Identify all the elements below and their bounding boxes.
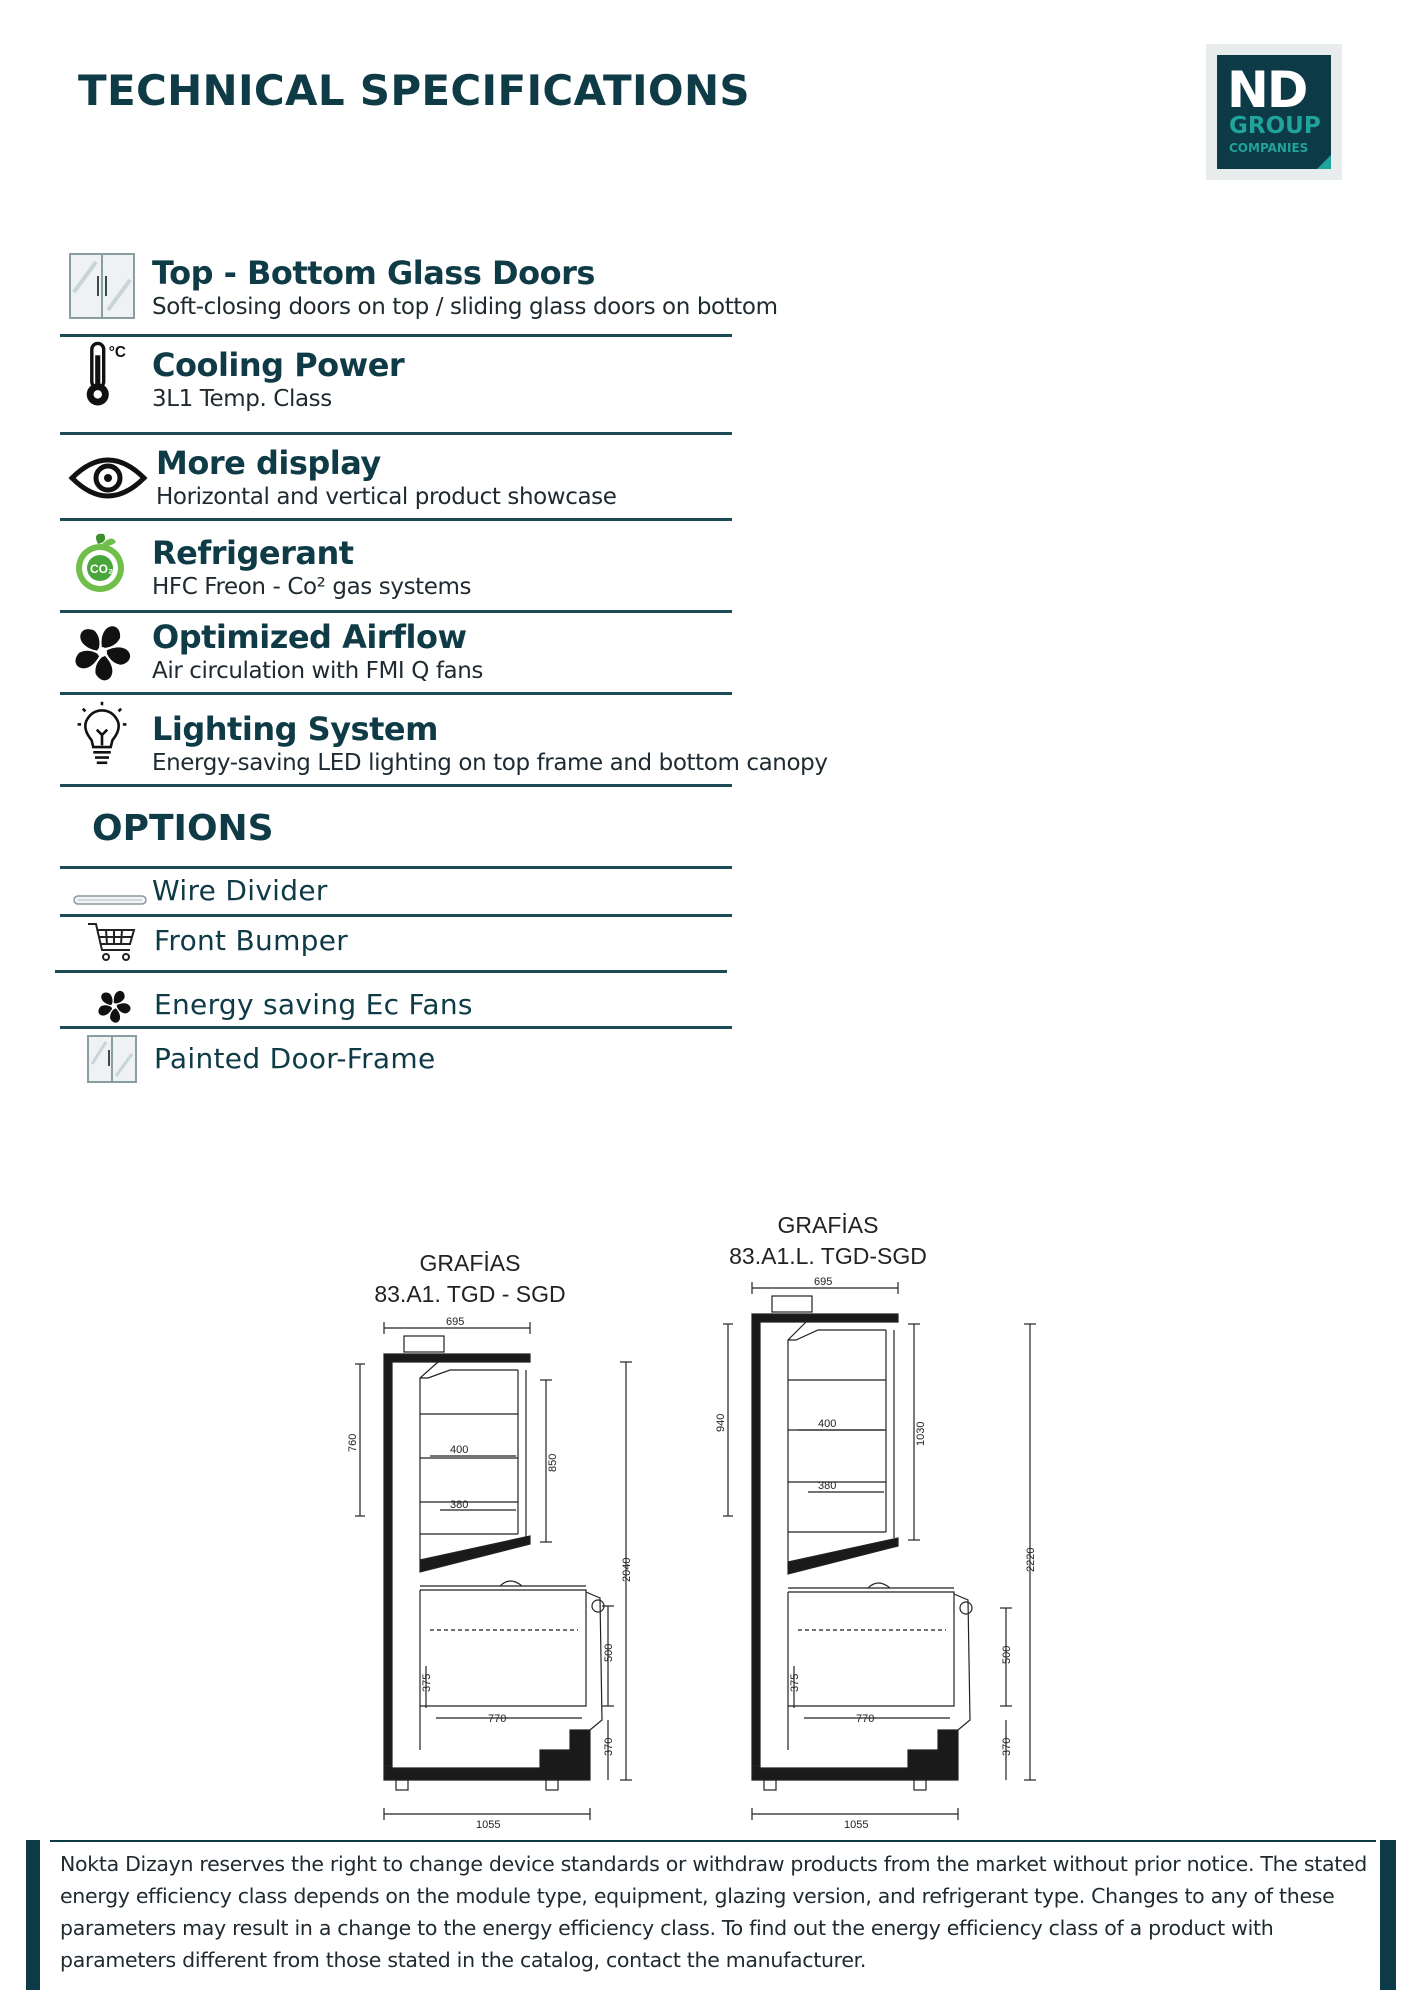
drawing-1 bbox=[347, 1310, 690, 1840]
glass-doors-icon bbox=[68, 252, 136, 320]
divider bbox=[60, 432, 732, 435]
option-label: Energy saving Ec Fans bbox=[154, 988, 473, 1021]
svg-text:°C: °C bbox=[108, 344, 126, 361]
dim-upper-height: 1030 bbox=[915, 1421, 927, 1446]
feature-title: Cooling Power bbox=[152, 346, 405, 384]
feature-desc: Energy-saving LED lighting on top frame and bottom canopy bbox=[152, 750, 828, 776]
drawing-1-name: GRAFİAS bbox=[419, 1250, 521, 1276]
dim-upper-depth: 940 bbox=[715, 1413, 727, 1432]
option-painted-door-frame bbox=[60, 1034, 740, 1084]
logo-companies-text: COMPANIES bbox=[1229, 141, 1309, 155]
drawing-2-model: 83.A1.L. TGD-SGD bbox=[729, 1243, 927, 1269]
dim-base-height: 370 bbox=[1001, 1737, 1013, 1756]
feature-title: More display bbox=[156, 444, 381, 482]
option-label: Painted Door-Frame bbox=[154, 1042, 436, 1075]
feature-desc: Air circulation with FMI Q fans bbox=[152, 658, 483, 684]
fan-icon bbox=[94, 986, 134, 1026]
divider bbox=[60, 866, 732, 869]
page-title: TECHNICAL SPECIFICATIONS bbox=[78, 66, 750, 115]
options-title: OPTIONS bbox=[92, 808, 274, 849]
logo-group-text: GROUP bbox=[1229, 113, 1321, 139]
drawing-1-title bbox=[360, 1250, 580, 1308]
feature-desc: HFC Freon - Co² gas systems bbox=[152, 574, 472, 600]
divider bbox=[60, 692, 732, 695]
dim-top-width: 695 bbox=[446, 1316, 465, 1328]
eye-icon bbox=[68, 444, 148, 512]
divider bbox=[60, 518, 732, 521]
feature-optimized-airflow bbox=[60, 616, 740, 692]
divider bbox=[55, 970, 727, 973]
dim-base-height: 370 bbox=[603, 1737, 615, 1756]
option-ec-fans bbox=[60, 980, 740, 1030]
feature-desc: 3L1 Temp. Class bbox=[152, 386, 332, 412]
dim-upper-height: 850 bbox=[547, 1453, 559, 1472]
lightbulb-icon bbox=[68, 700, 136, 768]
option-front-bumper bbox=[60, 920, 740, 970]
disclaimer-notice bbox=[20, 1840, 1396, 1990]
dim-tub-depth: 375 bbox=[789, 1673, 801, 1692]
thermometer-icon bbox=[68, 340, 136, 408]
dim-tub-height: 500 bbox=[603, 1643, 615, 1662]
dim-top-width: 695 bbox=[814, 1276, 833, 1288]
dim-tub-height: 500 bbox=[1001, 1645, 1013, 1664]
disclaimer-text: Nokta Dizayn reserves the right to change device standards or withdraw products from the market without prior notice. The stated energy efficiency class depends on the module type, equipment, glazing version, and refrigerant type. Changes to any of these parameters may result in a change to the energy efficiency class. To find out the energy efficiency class of a product with parameters different from those stated in the catalog, contact the manufacturer. bbox=[60, 1852, 1367, 1972]
feature-cooling-power bbox=[60, 340, 740, 424]
feature-title: Optimized Airflow bbox=[152, 618, 467, 656]
feature-desc: Soft-closing doors on top / sliding glass doors on bottom bbox=[152, 294, 778, 320]
svg-text:CO₂: CO₂ bbox=[90, 562, 114, 576]
feature-title: Refrigerant bbox=[152, 534, 354, 572]
drawing-2-name: GRAFİAS bbox=[777, 1212, 879, 1238]
dim-shelf-1: 400 bbox=[818, 1418, 837, 1430]
feature-more-display bbox=[60, 440, 740, 520]
logo-mark: ND bbox=[1227, 61, 1307, 119]
door-frame-icon bbox=[86, 1034, 138, 1084]
divider bbox=[60, 784, 732, 787]
divider bbox=[60, 914, 732, 917]
feature-title: Top - Bottom Glass Doors bbox=[152, 254, 595, 292]
dim-shelf-2: 380 bbox=[450, 1499, 469, 1511]
dim-shelf-2: 380 bbox=[818, 1480, 837, 1492]
divider bbox=[60, 610, 732, 613]
option-label: Wire Divider bbox=[152, 874, 328, 907]
option-wire-divider bbox=[60, 870, 740, 920]
dim-total-height: 2220 bbox=[1025, 1547, 1037, 1572]
option-label: Front Bumper bbox=[154, 924, 349, 957]
drawing-2 bbox=[715, 1270, 1058, 1840]
divider bbox=[60, 334, 732, 337]
feature-title: Lighting System bbox=[152, 710, 438, 748]
cart-icon bbox=[86, 920, 138, 964]
company-logo bbox=[1206, 44, 1342, 180]
dim-total-height: 2040 bbox=[621, 1557, 633, 1582]
dim-tub-width: 770 bbox=[488, 1713, 507, 1725]
dim-tub-width: 770 bbox=[856, 1713, 875, 1725]
dim-total-width: 1055 bbox=[476, 1819, 501, 1831]
fan-icon bbox=[68, 618, 136, 686]
divider bbox=[60, 1026, 732, 1029]
feature-desc: Horizontal and vertical product showcase bbox=[156, 484, 617, 510]
dim-total-width: 1055 bbox=[844, 1819, 869, 1831]
drawing-2-title bbox=[718, 1212, 938, 1270]
feature-lighting-system bbox=[60, 700, 828, 784]
dim-upper-depth: 760 bbox=[347, 1433, 359, 1452]
feature-refrigerant bbox=[60, 526, 740, 606]
feature-glass-doors bbox=[60, 250, 778, 330]
co2-leaf-icon bbox=[68, 530, 136, 598]
dim-tub-depth: 375 bbox=[421, 1673, 433, 1692]
dim-shelf-1: 400 bbox=[450, 1444, 469, 1456]
drawing-1-model: 83.A1. TGD - SGD bbox=[374, 1281, 566, 1307]
